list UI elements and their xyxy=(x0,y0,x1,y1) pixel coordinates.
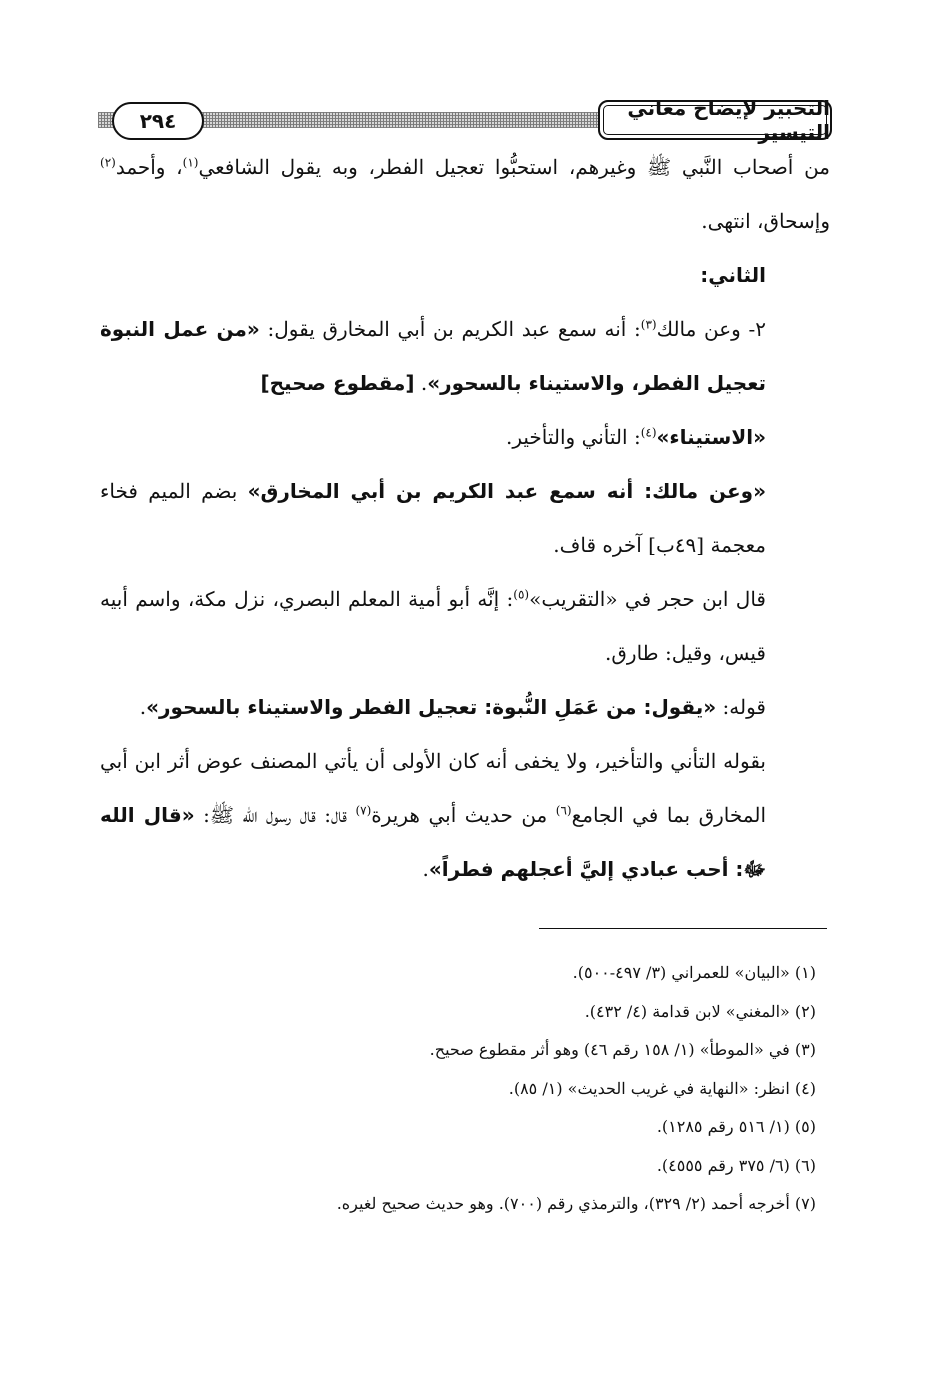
footnote-2: (٢) «المغني» لابن قدامة (٤/ ٤٣٢). xyxy=(584,1001,816,1021)
commentary-2: قال ابن حجر في «التقريب»$^{(٥)}$: إنَّه أبو أمية المعلم البصري، نزل مكة، واسم أبيه قيس، وقيل: طارق. xyxy=(100,587,766,665)
footnote-ref-3: (٣) xyxy=(640,317,657,332)
footnotes xyxy=(100,954,830,1224)
footnote-3: (٣) في «الموطأ» (١/ ١٥٨ رقم ٤٦) وهو أثر مقطوع صحيح. xyxy=(429,1040,816,1059)
running-title: التحبير لإيضاح معاني التيسير xyxy=(598,100,832,140)
footnote-ref-4: (٤) xyxy=(640,425,657,440)
gloss-istina: «الاستيناء»$^{(٤)}$: التأني والتأخير. xyxy=(505,425,766,449)
main-text xyxy=(100,140,830,896)
footnote-7: (٧) أخرجه أحمد (٢/ ٣٢٩)، والترمذي رقم (٧٠٠). وهو حديث صحيح لغيره. xyxy=(336,1194,816,1213)
paragraph-1: من أصحاب النَّبي ﷺ وغيرهم، استحبُّوا تعجيل الفطر، وبه يقول الشافعي$^{(١)}$، وأحمد$^{(٢)}$ وإسحاق، انتهى. xyxy=(100,155,831,233)
footnote-ref-2: (٢) xyxy=(100,155,116,170)
footnote-ref-1: (١) xyxy=(182,155,199,170)
footnote-5: (٥) (١/ ٥١٦ رقم ١٢٨٥). xyxy=(656,1117,816,1136)
footnote-ref-5: (٥) xyxy=(513,587,530,602)
commentary-1: «وعن مالك: أنه سمع عبد الكريم بن أبي المخارق» بضم الميم فخاء معجمة [٤٩ب] آخره قاف. xyxy=(100,479,766,557)
grading-tag: [مقطوع صحيح] xyxy=(260,371,415,395)
footnote-ref-7: (٧) xyxy=(355,803,372,818)
page-header xyxy=(98,98,832,144)
section-heading: الثاني: xyxy=(700,263,766,287)
commentary-3: قوله: «يقول: من عَمَلِ النُّبوة: تعجيل الفطر والاستيناء بالسحور». xyxy=(139,695,766,719)
footnote-1: (١) «البيان» للعمراني (٣/ ٤٩٧-٥٠٠). xyxy=(572,963,816,982)
commentary-4: بقوله التأني والتأخير، ولا يخفى أنه كان الأولى أن يأتي المصنف عوض أثر ابن أبي المخارق بما في الجامع$^{(٦)}$ من حديث أبي هريرة$^{(٧)}$ قال: قال رسول الله ﷺ: «قال الله ﷻ: أحب عبادي إليَّ أعجلهم فطراً». xyxy=(100,749,766,881)
page-number: ٢٩٤ xyxy=(112,102,204,140)
footnote-6: (٦) (٦/ ٣٧٥ رقم ٤٥٥٥). xyxy=(656,1155,816,1175)
footnote-4: (٤) انظر: «النهاية في غريب الحديث» (١/ ٨٥). xyxy=(508,1078,816,1098)
footnote-separator xyxy=(539,928,827,929)
footnote-ref-6: (٦) xyxy=(555,803,572,818)
hadith-2: ٢- وعن مالك$^{(٣)}$: أنه سمع عبد الكريم بن أبي المخارق يقول: «من عمل النبوة تعجيل الفطر، والاستيناء بالسحور». [مقطوع صحيح] xyxy=(100,317,767,395)
